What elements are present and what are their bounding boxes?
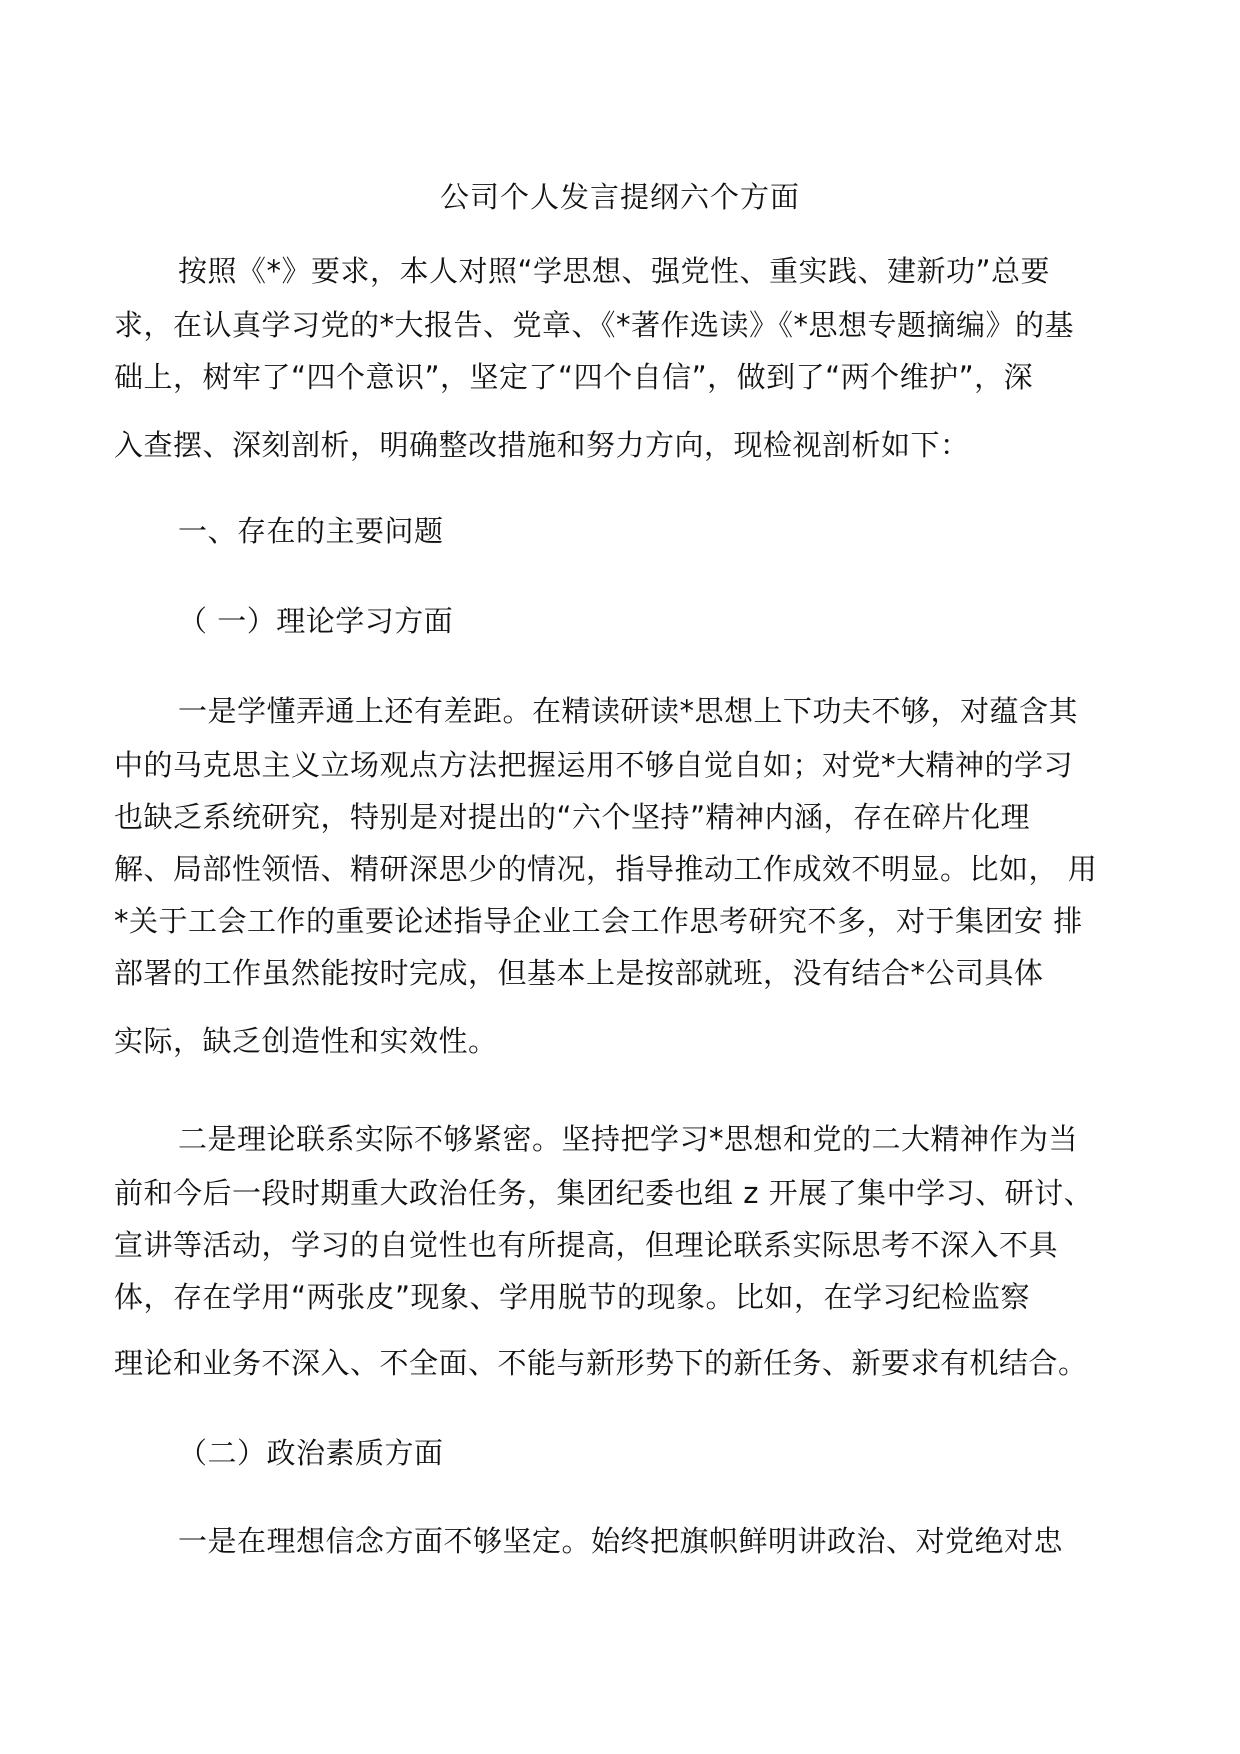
paragraph-line: 解、局部性领悟、精研深思少的情况，指导推动工作成效不明显。比如， 用 bbox=[114, 852, 1098, 886]
paragraph-line: 求，在认真学习党的*大报告、党章、《*著作选读》《*思想专题摘编》的基 bbox=[114, 308, 1075, 342]
paragraph-line: 入查摆、深刻剖析，明确整改措施和努力方向，现检视剖析如下： bbox=[114, 428, 970, 462]
paragraph-line: 一是在理想信念方面不够坚定。始终把旗帜鲜明讲政治、对党绝对忠 bbox=[178, 1524, 1064, 1558]
paragraph-line: 中的马克思主义立场观点方法把握运用不够自觉自如；对党*大精神的学习 bbox=[114, 748, 1074, 782]
paragraph-line: *关于工会工作的重要论述指导企业工会工作思考研究不多，对于集团安 排 bbox=[114, 904, 1083, 938]
paragraph-line: 也缺乏系统研究，特别是对提出的“六个坚持”精神内涵，存在碎片化理 bbox=[114, 800, 1031, 834]
subsection-heading: （ 一）理论学习方面 bbox=[178, 604, 454, 638]
paragraph-line: 前和今后一段时期重大政治任务，集团纪委也组 z 开展了集中学习、研讨、 bbox=[114, 1176, 1094, 1210]
section-heading: 一、存在的主要问题 bbox=[178, 514, 444, 548]
paragraph-line: 部署的工作虽然能按时完成，但基本上是按部就班，没有结合*公司具体 bbox=[114, 956, 1044, 990]
paragraph-line: 体，存在学用“两张皮”现象、学用脱节的现象。比如，在学习纪检监察 bbox=[114, 1280, 1031, 1314]
paragraph-line: 理论和业务不深入、不全面、不能与新形势下的新任务、新要求有机结合。 bbox=[114, 1346, 1088, 1380]
paragraph-line: 实际，缺乏创造性和实效性。 bbox=[114, 1024, 498, 1058]
paragraph-line: 础上，树牢了“四个意识”，坚定了“四个自信”，做到了“两个维护”，深 bbox=[114, 360, 1034, 394]
paragraph-line: 二是理论联系实际不够紧密。坚持把学习*思想和党的二大精神作为当 bbox=[178, 1122, 1079, 1156]
document-title: 公司个人发言提纲六个方面 bbox=[439, 180, 800, 214]
subsection-heading: （二）政治素质方面 bbox=[178, 1436, 444, 1470]
paragraph-line: 一是学懂弄通上还有差距。在精读研读*思想上下功夫不够，对蕴含其 bbox=[178, 694, 1079, 728]
paragraph-line: 宣讲等活动，学习的自觉性也有所提高，但理论联系实际思考不深入不具 bbox=[114, 1228, 1059, 1262]
paragraph-line: 按照《*》要求，本人对照“学思想、强党性、重实践、建新功”总要 bbox=[178, 254, 1051, 288]
